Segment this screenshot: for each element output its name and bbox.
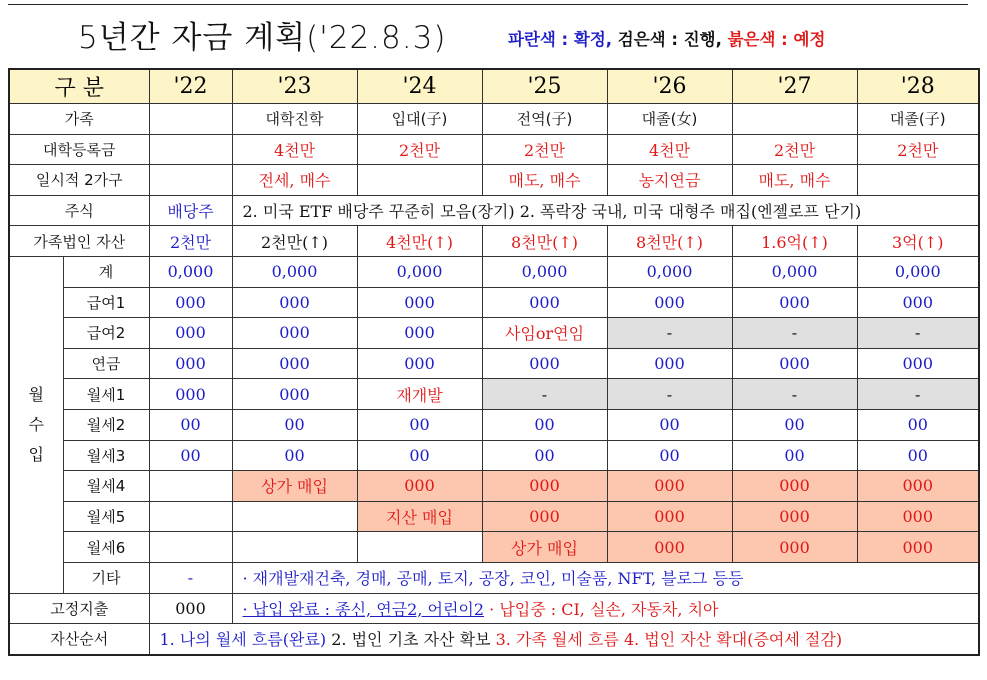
table-cell: 000 [357,348,482,379]
table-cell: 000 [357,287,482,318]
table-cell: 0,000 [482,256,607,287]
corp-asset-row [9,226,979,257]
row-label: 월세5 [63,501,149,532]
table-cell: - [607,318,732,349]
table-cell: 전세, 매수 [232,165,357,196]
year-header: '22 [149,69,232,104]
row-label: 연금 [63,348,149,379]
table-cell [857,165,979,196]
table-cell: 입대(子) [357,104,482,135]
table-cell: - [149,562,232,593]
rent6-row [9,532,979,563]
year-header: '23 [232,69,357,104]
table-cell: 000 [732,532,857,563]
table-cell: 2천만 [149,226,232,257]
table-cell: 2천만 [357,134,482,165]
table-cell: 전역(子) [482,104,607,135]
table-cell [149,104,232,135]
temp-2house-row [9,165,979,196]
row-label: 월세2 [63,409,149,440]
table-cell: 000 [732,287,857,318]
table-cell: 00 [857,440,979,471]
table-cell: 1.6억(↑) [732,226,857,257]
table-cell: 대졸(子) [857,104,979,135]
table-cell: 000 [732,501,857,532]
table-cell: - [857,379,979,410]
order-step: 1. 나의 월세 흐름(완료) [159,630,327,650]
table-cell: 4천만 [232,134,357,165]
salary1-row [9,287,979,318]
table-cell: 0,000 [357,256,482,287]
table-cell: 000 [149,593,232,624]
table-cell: 000 [732,348,857,379]
row-label: 월세1 [63,379,149,410]
table-cell [232,501,357,532]
table-cell: 00 [357,440,482,471]
page-title: 5년간 자금 계획('22.8.3) [78,20,447,56]
row-label: 가족법인 자산 [9,226,149,257]
table-cell: 000 [149,348,232,379]
row-label: 급여1 [63,287,149,318]
title-bar [8,4,968,54]
row-label: 기타 [63,562,149,593]
table-cell: 000 [149,379,232,410]
etc-row [9,562,979,593]
pension-row [9,348,979,379]
year-header: '27 [732,69,857,104]
table-cell [732,104,857,135]
table-cell: 농지연금 [607,165,732,196]
rent3-row [9,440,979,471]
table-cell: 000 [607,287,732,318]
table-cell: 000 [857,501,979,532]
table-cell: 0,000 [149,256,232,287]
table-cell: 000 [149,318,232,349]
table-cell: 00 [607,440,732,471]
table-cell: 000 [149,287,232,318]
header-row [9,69,979,104]
table-cell: 상가 매입 [232,471,357,502]
table-cell: 00 [857,409,979,440]
table-cell: 배당주 [149,195,232,226]
table-cell: - [607,379,732,410]
monthly-total-row [9,256,979,287]
table-cell [232,532,357,563]
table-cell: 00 [482,409,607,440]
table-cell: 00 [357,409,482,440]
rent5-row [9,501,979,532]
table-cell: - [732,318,857,349]
row-label: 급여2 [63,318,149,349]
table-cell: 00 [232,409,357,440]
table-cell: 000 [482,501,607,532]
table-cell: 000 [232,287,357,318]
plan-table [8,68,980,656]
table-cell [149,532,232,563]
year-header: '24 [357,69,482,104]
table-cell [149,471,232,502]
table-cell [149,134,232,165]
table-cell [357,165,482,196]
table-cell: 000 [357,471,482,502]
table-cell: 8천만(↑) [607,226,732,257]
table-cell: - [482,379,607,410]
table-cell: 대학진학 [232,104,357,135]
header-label: 구 분 [9,69,149,104]
row-label: 대학등록금 [9,134,149,165]
row-label: 고정지출 [9,593,149,624]
table-cell: 000 [607,532,732,563]
table-cell: 00 [732,409,857,440]
row-label: 계 [63,256,149,287]
table-cell: 000 [732,471,857,502]
rent2-row [9,409,979,440]
table-cell: 매도, 매수 [482,165,607,196]
table-cell: 000 [482,348,607,379]
table-cell: 0,000 [732,256,857,287]
table-cell: 000 [857,532,979,563]
table-cell: 000 [607,471,732,502]
row-label: 주식 [9,195,149,226]
row-label: 가족 [9,104,149,135]
table-cell: 00 [232,440,357,471]
stock-row [9,195,979,226]
table-cell: 0,000 [232,256,357,287]
table-cell: 2천만 [482,134,607,165]
table-cell: 000 [232,318,357,349]
table-cell [149,165,232,196]
table-cell: 0,000 [857,256,979,287]
table-cell: 상가 매입 [482,532,607,563]
legend-black: 검은색 : 진행, [612,30,722,49]
table-cell [149,501,232,532]
table-cell: 00 [149,409,232,440]
table-cell: 8천만(↑) [482,226,607,257]
paying-text: · 납입중 : CI, 실손, 자동차, 치아 [489,599,719,619]
etc-plan-text: · 재개발재건축, 경매, 공매, 토지, 공장, 코인, 미술품, NFT, 블로그 등등 [232,562,979,593]
table-cell: 000 [857,348,979,379]
fixed-expense-text [232,593,979,624]
table-cell: 4천만 [607,134,732,165]
row-label: 일시적 2가구 [9,165,149,196]
table-cell: 000 [232,348,357,379]
family-row [9,104,979,135]
table-cell: 000 [857,287,979,318]
table-cell: 00 [149,440,232,471]
salary2-row [9,318,979,349]
table-cell: 000 [482,287,607,318]
table-cell: 사임or연임 [482,318,607,349]
group-char: 월 [28,384,44,404]
table-cell: 2천만 [857,134,979,165]
table-cell: 4천만(↑) [357,226,482,257]
legend-blue: 파란색 : 확정, [508,30,613,49]
group-char: 입 [28,444,44,464]
table-cell: 000 [232,379,357,410]
table-cell: 2천만(↑) [232,226,357,257]
table-cell: 재개발 [357,379,482,410]
table-cell: 00 [607,409,732,440]
year-header: '26 [607,69,732,104]
table-cell: 지산 매입 [357,501,482,532]
monthly-income-group-label [9,256,63,593]
paid-off-text: · 납입 완료 : 종신, 연금2, 어린이2 [242,599,485,619]
table-cell: - [857,318,979,349]
table-cell: 000 [607,501,732,532]
table-cell: 00 [732,440,857,471]
table-cell: 000 [857,471,979,502]
table-cell: 2천만 [732,134,857,165]
year-header: '25 [482,69,607,104]
table-cell: 3억(↑) [857,226,979,257]
table-cell: 000 [607,348,732,379]
table-cell: 0,000 [607,256,732,287]
stock-plan-text: 2. 미국 ETF 배당주 꾸준히 모음(장기) 2. 폭락장 국내, 미국 대형주 매집(엔젤로프 단기) [232,195,979,226]
asset-order-row [9,624,979,655]
order-step: 2. 법인 기초 자산 확보 [326,630,491,650]
row-label: 자산순서 [9,624,149,655]
table-cell: 000 [357,318,482,349]
rent1-row [9,379,979,410]
table-cell: 00 [482,440,607,471]
legend-red: 붉은색 : 예정 [721,30,826,49]
row-label: 월세6 [63,532,149,563]
row-label: 월세3 [63,440,149,471]
table-cell: 대졸(女) [607,104,732,135]
asset-order-text [149,624,979,655]
color-legend [508,26,825,50]
table-cell: - [732,379,857,410]
title-top-rule [8,4,968,5]
year-header: '28 [857,69,979,104]
table-cell [357,532,482,563]
order-step: 3. 가족 월세 흐름 [490,630,619,650]
table-cell: 매도, 매수 [732,165,857,196]
order-step: 4. 법인 자산 확대(증여세 절감) [618,630,843,650]
fixed-expense-row [9,593,979,624]
rent4-row [9,471,979,502]
tuition-row [9,134,979,165]
table-cell: 000 [482,471,607,502]
row-label: 월세4 [63,471,149,502]
group-char: 수 [28,414,44,434]
